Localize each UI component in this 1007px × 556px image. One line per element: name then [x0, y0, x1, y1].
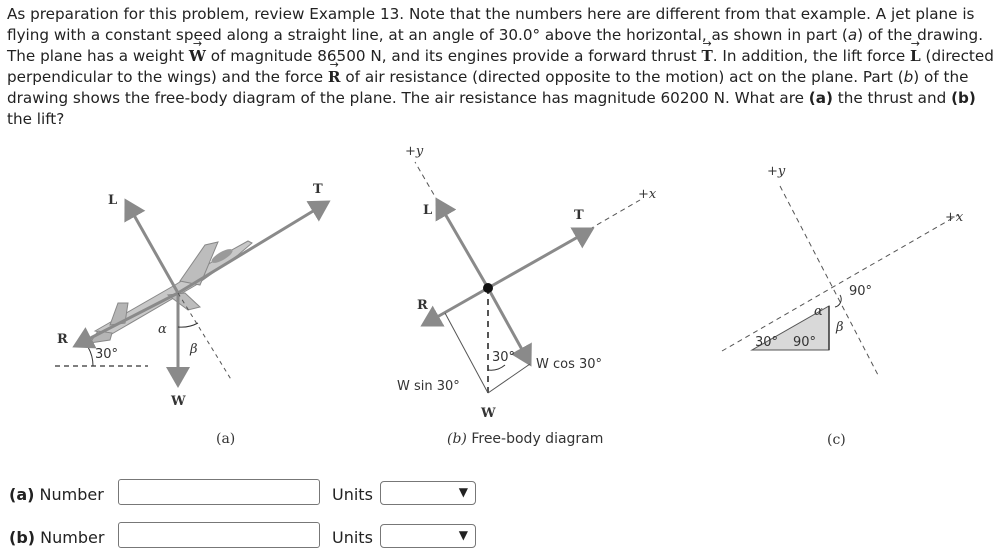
problem-text: ) of the drawing shows the free-body diagram of the plane. The air resistance has magnitude 60200 N. What are	[7, 68, 969, 107]
answer-b-text: Number	[35, 528, 105, 547]
angle-30-label: 30°	[755, 335, 779, 350]
label-l: L	[108, 193, 118, 208]
problem-text: . In addition, the lift force	[712, 47, 911, 65]
problem-text: of magnitude 86500 N, and its engines provide a forward thrust	[205, 47, 702, 65]
caption-b-part: (b)	[447, 431, 467, 447]
w-sin-label: W sin 30°	[397, 379, 460, 394]
problem-text: (directed perpendicular to the wings) and the force	[7, 47, 994, 86]
problem-text: of air resistance (directed opposite to the motion) act on the plane. Part (	[340, 68, 904, 86]
angle-30-label: 30°	[95, 347, 119, 362]
label-r: R	[57, 332, 68, 347]
vector-w-symbol: → W	[189, 46, 206, 67]
angle-90-bottom-label: 90°	[793, 335, 817, 350]
caption-a: (a)	[216, 431, 236, 447]
alpha-label: α	[814, 304, 823, 319]
answer-row-b	[0, 522, 1007, 554]
vector-l-symbol: → L	[910, 46, 921, 67]
chevron-down-icon: ▼	[458, 528, 468, 542]
angle-90-top-label: 90°	[849, 284, 873, 299]
label-w: W	[171, 394, 186, 409]
answer-b-units-label: Units	[332, 528, 373, 547]
answer-a-units-select[interactable]	[380, 481, 476, 505]
caption-b	[447, 431, 603, 447]
plus-y-label: +y	[767, 164, 786, 179]
physics-figure	[0, 135, 1007, 460]
answer-a-label	[9, 485, 104, 504]
answer-b-number-input[interactable]	[118, 522, 320, 548]
vector-t-symbol: → T	[701, 46, 712, 67]
label-r: R	[417, 298, 428, 313]
label-t: T	[313, 182, 323, 197]
label-l: L	[423, 203, 433, 218]
beta-label: β	[836, 320, 844, 335]
problem-text: the thrust and	[832, 89, 952, 107]
answer-b-part: (b)	[9, 528, 36, 547]
vector-r-symbol: → R	[328, 67, 341, 88]
plus-x-label: +x	[945, 210, 964, 225]
alpha-label: α	[158, 322, 167, 337]
beta-label: β	[190, 342, 198, 357]
plus-y-label: +y	[405, 144, 424, 159]
center-of-mass-dot	[483, 283, 493, 293]
figure-b	[397, 144, 657, 421]
problem-text: As preparation for this problem, review Example 13. Note that the numbers here are different from that example. A jet plane is flying with a constant speed along a straight line, at an angle of 30.0° above the horizontal, as shown in part (	[7, 5, 975, 44]
part-ref: a	[847, 26, 858, 44]
label-t: T	[574, 208, 584, 223]
problem-statement	[7, 4, 1002, 130]
chevron-down-icon: ▼	[458, 485, 468, 499]
part-ref: b	[903, 68, 914, 86]
answer-a-units-label: Units	[332, 485, 373, 504]
question-a-label: (a)	[808, 89, 833, 107]
caption-c: (c)	[827, 432, 846, 448]
figure-drawing	[0, 135, 1007, 460]
label-w: W	[481, 406, 496, 421]
angle-30-label: 30°	[492, 350, 516, 365]
problem-text: the lift?	[7, 110, 65, 128]
problem-text: ) of the drawing. The plane has a weight	[7, 26, 984, 65]
answer-a-text: Number	[34, 485, 104, 504]
answer-b-label	[9, 528, 104, 547]
answer-a-part: (a)	[9, 485, 35, 504]
figure-a	[55, 182, 328, 409]
plus-x-label: +x	[638, 187, 657, 202]
question-b-label: (b)	[951, 89, 976, 107]
caption-b-text: Free-body diagram	[466, 431, 604, 447]
jet-plane-icon	[90, 241, 252, 343]
figure-c	[722, 164, 964, 375]
answer-a-number-input[interactable]	[118, 479, 320, 505]
answer-b-units-select[interactable]	[380, 524, 476, 548]
answer-row-a	[0, 479, 1007, 511]
w-cos-label: W cos 30°	[536, 357, 603, 372]
